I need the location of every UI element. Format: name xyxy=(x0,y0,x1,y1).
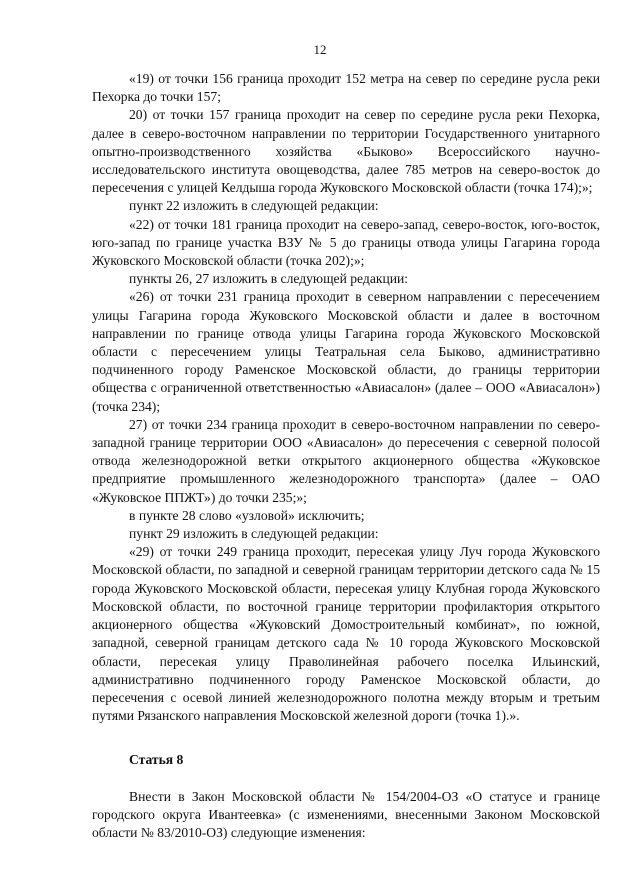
paragraph-item-29-intro: пункт 29 изложить в следующей редакции: xyxy=(129,526,379,542)
paragraph-item-28-change: в пункте 28 слово «узловой» исключить; xyxy=(129,507,365,523)
document-body xyxy=(92,70,600,842)
paragraph-item-22-intro: пункт 22 изложить в следующей редакции: xyxy=(129,198,379,214)
paragraph-26: «26) от точки 231 граница проходит в северном направлении с пересечением улицы Гагарина города Жуковского Московской области и далее в восточном направлении по границе отвода улицы Гагарина города Жуковского Московской области с пересечением улицы Театральная села Быково, административно подчиненного городу Раменское Московской области, до границы территории общества с ограниченной ответственностью «Авиасалон» (далее – ООО «Авиасалон») (точка 234); xyxy=(92,289,600,414)
page-number: 12 xyxy=(313,42,327,57)
paragraph-29: «29) от точки 249 граница проходит, пересекая улицу Луч города Жуковского Московской области, по западной и северной границам территории детского сада № 15 города Жуковского Московской области, пересекая улицу Клубная города Жуковского Московской области, по восточной границе территории профилактория открытого акционерного общества «Жуковский Домостроительный комбинат», по южной, западной, северной границам детского сада № 10 города Жуковского Московской области, пересекая улицу Праволинейная рабочего поселка Ильинский, административно подчиненного городу Раменское Московской области, до пересечения с осевой линией железнодорожного полотна между вторым и третьим путями Рязанского направления Московской железной дороги (точка 1).». xyxy=(92,544,600,724)
paragraph-22: «22) от точки 181 граница проходит на северо-запад, северо-восток, юго-восток, юго-запад по границе участка ВЗУ № 5 до границы отвода улицы Гагарина города Жуковского Московской области (точка 202);»; xyxy=(92,216,600,269)
article-8-intro-paragraph: Внести в Закон Московской области № 154/2004-ОЗ «О статусе и границе городского округа Ивантеевка» (с изменениями, внесенными Законом Московской области № 83/2010-ОЗ) следующие изменения: xyxy=(92,788,600,840)
article-heading: Статья 8 xyxy=(129,752,184,768)
paragraph-items-26-27-intro: пункты 26, 27 изложить в следующей редакции: xyxy=(129,271,409,287)
paragraph-20: 20) от точки 157 граница проходит на север по середине русла реки Пехорка, далее в северо-восточном направлении по территории Государственного унитарного опытно-производственного хозяйства «Быково» Всероссийского научно-исследовательского института овощеводства, далее 785 метров на северо-восток до пересечения с улицей Келдыша города Жуковского Московской области (точка 174);»; xyxy=(92,107,600,196)
paragraph-19: «19) от точки 156 граница проходит 152 метра на север по середине русла реки Пехорка до точки 157; xyxy=(92,71,600,105)
paragraph-27: 27) от точки 234 граница проходит в северо-восточном направлении по северо-западной границе территории ООО «Авиасалон» до пересечения с северной полосой отвода железнодорожной ветки открытого акционерного общества «Жуковское предприятие промышленного железнодорожного транспорта» (далее – ОАО «Жуковское ППЖТ») до точки 235;»; xyxy=(92,416,600,505)
